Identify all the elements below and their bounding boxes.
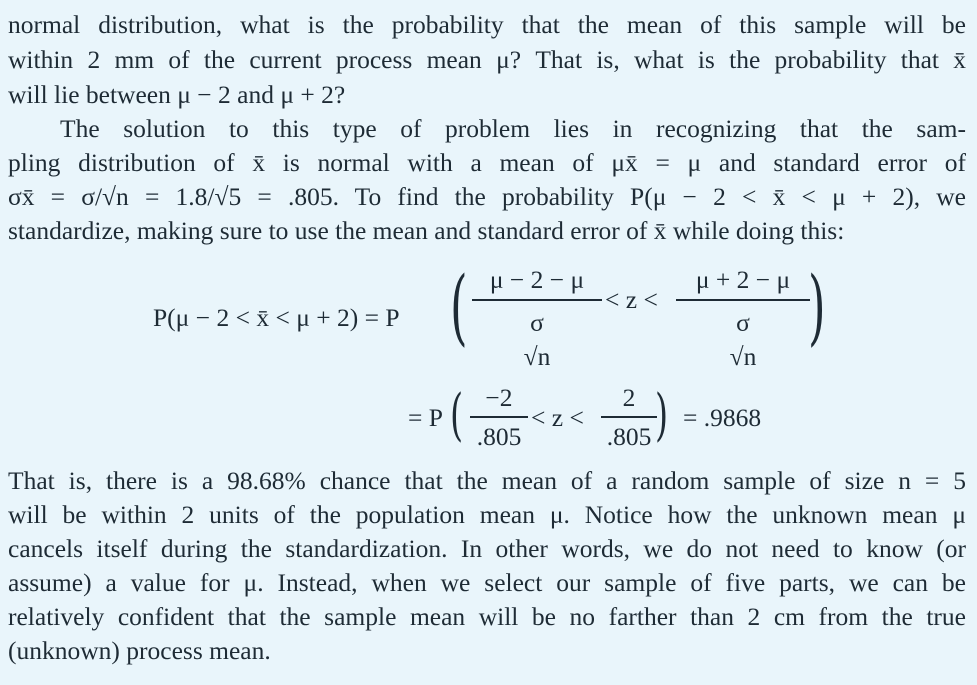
big-left-paren: ( bbox=[450, 260, 468, 355]
inequality-z: < z < bbox=[605, 285, 658, 314]
solution-line-4: standardize, making sure to use the mean and standard error of x̄ while doing this: bbox=[8, 216, 845, 245]
big-right-paren: ) bbox=[808, 260, 826, 355]
denominator-left-sqrt: √n bbox=[523, 342, 551, 371]
conclusion-line-6: (unknown) process mean. bbox=[8, 636, 271, 665]
solution-line-2: pling distribution of x̄ is normal with a mean of μx̄ = μ and standard error of bbox=[8, 148, 966, 177]
inequality2-z: < z < bbox=[531, 403, 584, 432]
numerator-left: μ − 2 − μ bbox=[489, 265, 585, 294]
denominator2-right: .805 bbox=[606, 422, 652, 451]
intro-line-3: will lie between μ − 2 and μ + 2? bbox=[8, 80, 346, 109]
fraction-bar2-left bbox=[470, 416, 528, 418]
denominator-right-sqrt: √n bbox=[729, 342, 757, 371]
denominator-left-sigma: σ bbox=[530, 308, 544, 337]
left-paren-2: ( bbox=[450, 383, 464, 448]
equation-line2-lhs: = P bbox=[408, 403, 443, 432]
conclusion-line-3: cancels itself during the standardization. In other words, we do not need to know (or bbox=[8, 534, 966, 563]
numerator2-left: −2 bbox=[485, 383, 513, 412]
numerator-right: μ + 2 − μ bbox=[695, 265, 791, 294]
solution-line-3: σx̄ = σ/√n = 1.8/√5 = .805. To find the probability P(μ − 2 < x̄ < μ + 2), we bbox=[8, 182, 966, 211]
fraction-bar-left bbox=[472, 299, 602, 301]
numerator2-right: 2 bbox=[622, 383, 636, 412]
conclusion-line-2: will be within 2 units of the population mean μ. Notice how the unknown mean μ bbox=[8, 500, 966, 529]
fraction-bar2-right bbox=[601, 416, 657, 418]
conclusion-line-4: assume) a value for μ. Instead, when we select our sample of five parts, we can be bbox=[8, 568, 966, 597]
conclusion-line-5: relatively confident that the sample mean will be no farther than 2 cm from the true bbox=[8, 602, 966, 631]
equation-result: = .9868 bbox=[683, 403, 762, 432]
fraction-bar-right bbox=[676, 299, 810, 301]
equation-lhs: P(μ − 2 < x̄ < μ + 2) = P bbox=[153, 303, 400, 332]
intro-line-1: normal distribution, what is the probability that the mean of this sample will be bbox=[8, 10, 966, 39]
intro-line-2: within 2 mm of the current process mean μ? That is, what is the probability that x̄ bbox=[8, 45, 966, 74]
denominator2-left: .805 bbox=[476, 422, 522, 451]
conclusion-line-1: That is, there is a 98.68% chance that the mean of a random sample of size n = 5 bbox=[8, 466, 966, 495]
solution-line-1: The solution to this type of problem lies in recognizing that the sam- bbox=[60, 114, 966, 143]
denominator-right-sigma: σ bbox=[736, 308, 750, 337]
right-paren-2: ) bbox=[655, 383, 669, 448]
